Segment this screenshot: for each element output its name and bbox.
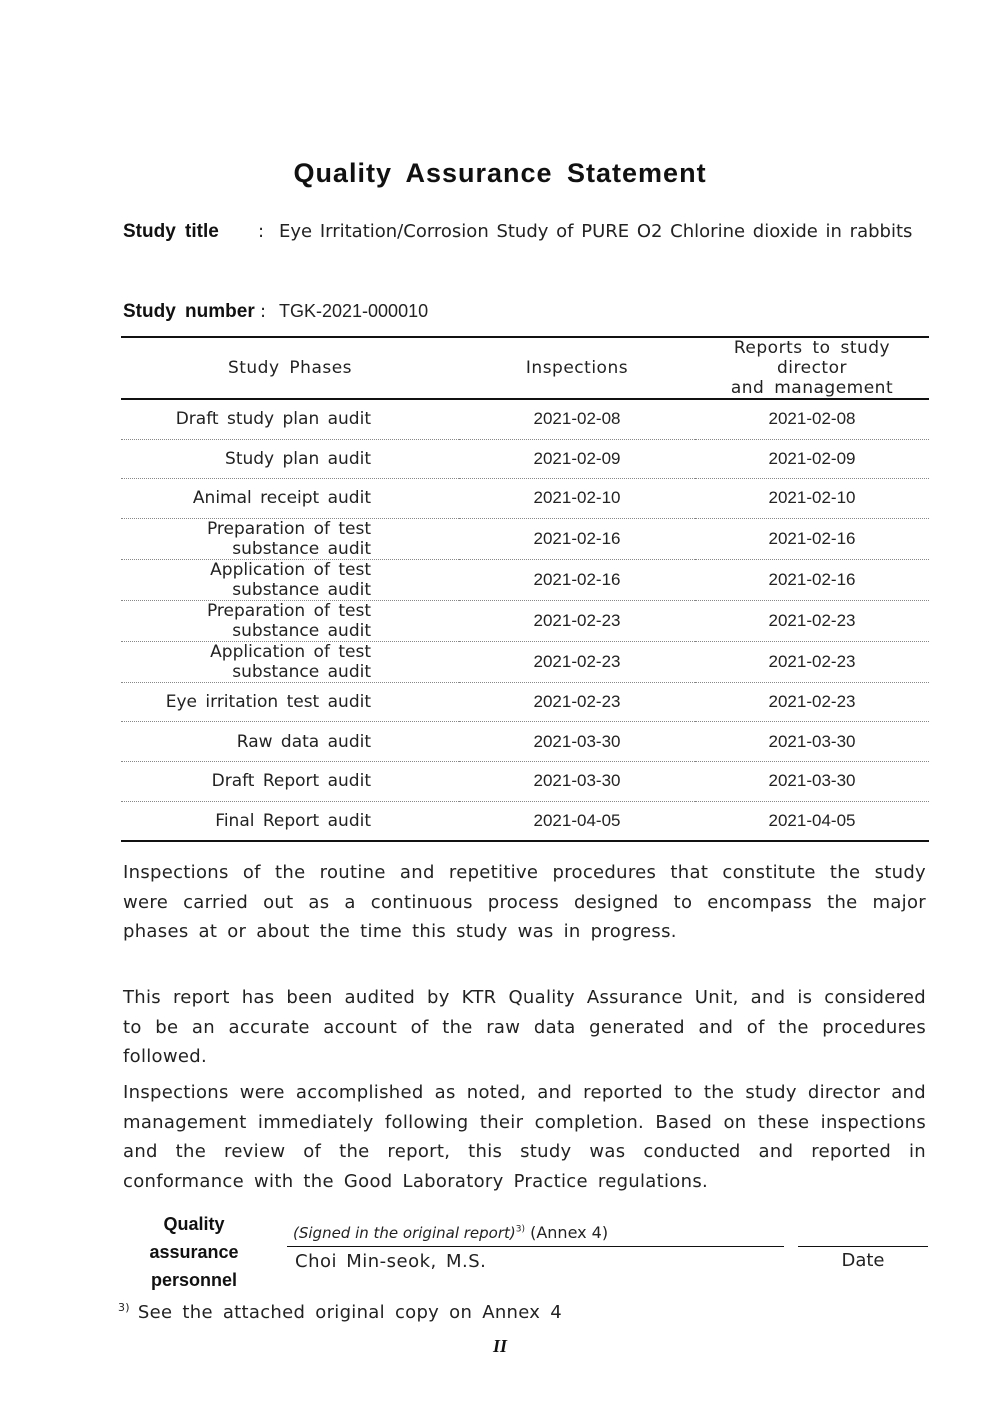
report-date-cell: 2021-02-16 (695, 518, 929, 559)
signed-note-marker: 3) (515, 1224, 525, 1235)
signature-line (287, 1246, 784, 1247)
signature-label-line3: personnel (150, 1270, 238, 1290)
table-row (121, 682, 929, 722)
inspection-date-cell: 2021-02-23 (459, 641, 695, 682)
page-number: II (492, 1336, 507, 1356)
paragraph-2: This report has been audited by KTR Quality Assurance Unit, and is considered to be an accurate account of the raw data generated and of the procedures followed. (123, 987, 926, 1067)
paragraph-1: Inspections of the routine and repetitive procedures that constitute the study were carried out as a continuous process designed to encompass the major phases at or about the time this study was in progress. (123, 862, 926, 942)
signature-label (140, 1210, 248, 1294)
phase-cell: Preparation of test substance audit (121, 518, 459, 559)
date-label: Date (841, 1250, 885, 1271)
report-date-cell: 2021-03-30 (695, 761, 929, 801)
footnote-marker: 3) (118, 1301, 130, 1314)
study-number-separator: : (260, 301, 267, 322)
signature-label-line2: assurance (149, 1242, 239, 1262)
phase-cell: Animal receipt audit (121, 479, 459, 519)
phase-cell: Raw data audit (121, 722, 459, 762)
table-row (121, 559, 929, 600)
annex-reference: (Annex 4) (530, 1223, 609, 1242)
inspection-table (121, 336, 929, 842)
study-title-value: Eye Irritation/Corrosion Study of PURE O2 Chlorine dioxide in rabbits (279, 221, 913, 242)
table-row (121, 399, 929, 439)
header-inspections: Inspections (459, 337, 695, 399)
inspection-date-cell: 2021-04-05 (459, 801, 695, 841)
report-date-cell: 2021-03-30 (695, 722, 929, 762)
inspection-date-cell: 2021-02-09 (459, 439, 695, 479)
footnote-text: See the attached original copy on Annex 4 (137, 1302, 563, 1323)
document-title: Quality Assurance Statement (293, 158, 707, 188)
phase-cell: Preparation of test substance audit (121, 600, 459, 641)
study-title-separator: : (258, 221, 265, 242)
table-header-row (121, 337, 929, 399)
inspection-date-cell: 2021-03-30 (459, 761, 695, 801)
table-row (121, 801, 929, 841)
report-date-cell: 2021-02-23 (695, 682, 929, 722)
signer-name: Choi Min-seok, M.S. (295, 1251, 487, 1272)
phase-cell: Application of test substance audit (121, 641, 459, 682)
table-row (121, 518, 929, 559)
report-date-cell: 2021-02-09 (695, 439, 929, 479)
signed-note (293, 1223, 608, 1242)
report-date-cell: 2021-04-05 (695, 801, 929, 841)
study-number-label: Study number (123, 301, 255, 322)
inspection-date-cell: 2021-02-16 (459, 559, 695, 600)
report-date-cell: 2021-02-23 (695, 600, 929, 641)
study-title-label: Study title (123, 221, 219, 242)
phase-cell: Draft study plan audit (121, 399, 459, 439)
inspection-date-cell: 2021-02-10 (459, 479, 695, 519)
inspection-date-cell: 2021-02-23 (459, 682, 695, 722)
report-date-cell: 2021-02-10 (695, 479, 929, 519)
footnote (118, 1301, 562, 1323)
phase-cell: Final Report audit (121, 801, 459, 841)
phase-cell: Eye irritation test audit (121, 682, 459, 722)
inspection-date-cell: 2021-02-08 (459, 399, 695, 439)
table-row (121, 761, 929, 801)
phase-cell: Draft Report audit (121, 761, 459, 801)
signature-label-line1: Quality (163, 1214, 225, 1234)
table-row (121, 600, 929, 641)
header-study-phases: Study Phases (121, 337, 459, 399)
header-reports-line1: Reports to study director (733, 338, 891, 378)
date-line (798, 1246, 928, 1247)
inspection-date-cell: 2021-02-23 (459, 600, 695, 641)
inspection-date-cell: 2021-02-16 (459, 518, 695, 559)
report-date-cell: 2021-02-16 (695, 559, 929, 600)
header-reports (695, 337, 929, 399)
table-row (121, 641, 929, 682)
table-body (121, 399, 929, 841)
report-date-cell: 2021-02-23 (695, 641, 929, 682)
table-row (121, 722, 929, 762)
report-date-cell: 2021-02-08 (695, 399, 929, 439)
phase-cell: Study plan audit (121, 439, 459, 479)
phase-cell: Application of test substance audit (121, 559, 459, 600)
table-row (121, 479, 929, 519)
paragraph-3: Inspections were accomplished as noted, and reported to the study director and management immediately following their completion. Based on these inspections and the review of the report, this study was conducted and reported in conformance with the Good Laboratory Practice regulations. (123, 1082, 926, 1192)
signed-note-text: (Signed in the original report) (293, 1224, 516, 1242)
study-number-value: TGK-2021-000010 (279, 301, 429, 321)
inspection-date-cell: 2021-03-30 (459, 722, 695, 762)
header-reports-line2: and management (730, 378, 894, 398)
table-row (121, 439, 929, 479)
